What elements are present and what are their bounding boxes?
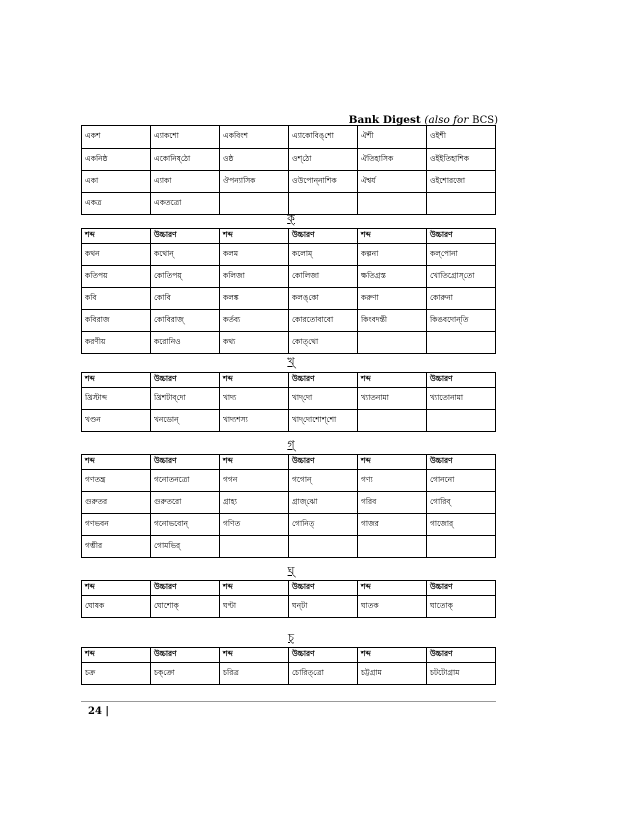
table-cell — [358, 536, 427, 558]
table-cell: গম্ভীর — [82, 536, 151, 558]
table-row — [82, 663, 496, 685]
table-row — [82, 310, 496, 332]
table-cell: কবি — [82, 288, 151, 310]
table-cell: উচ্চারণ — [289, 455, 358, 470]
table-cell: খাদ্য — [220, 388, 289, 410]
table-cell: উচ্চারণ — [151, 581, 220, 596]
table-cell: শব্দ — [358, 648, 427, 663]
table-cell: গাজোর্‌ — [427, 514, 496, 536]
table-cell: কল্পনা — [358, 244, 427, 266]
table-row — [82, 288, 496, 310]
table-cell: খাদ্‌দো — [289, 388, 358, 410]
table-cell: কলিজা — [220, 266, 289, 288]
table-cell: ঐতিহাসিক — [358, 149, 427, 171]
table-cell: গগোন্‌ — [289, 470, 358, 492]
table-cell: ওষ্ঠ — [220, 149, 289, 171]
table-cell: একত্র — [82, 193, 151, 215]
table-cell: উচ্চারণ — [427, 581, 496, 596]
table-cell: গনোভবোন্‌ — [151, 514, 220, 536]
table-header-row — [82, 648, 496, 663]
table-cell: ঘোশোক্‌ — [151, 596, 220, 618]
table-cell: কোবি — [151, 288, 220, 310]
table-cell: উচ্চারণ — [151, 455, 220, 470]
table-cell: গোরিব্‌ — [427, 492, 496, 514]
table-cell: গণভবন — [82, 514, 151, 536]
table-cell: কর্তব্য — [220, 310, 289, 332]
table-cell: গোমভির্‌ — [151, 536, 220, 558]
table-cell: একোনিষ্‌ঠো — [151, 149, 220, 171]
table-cell — [427, 332, 496, 354]
table-cell: এ্যাকশো — [151, 126, 220, 149]
table-cell: শব্দ — [220, 648, 289, 663]
table-cell: গুরুতর — [82, 492, 151, 514]
table-cell — [220, 536, 289, 558]
section-kha: খ্‌ — [287, 355, 295, 368]
table-cell: কলোম্‌ — [289, 244, 358, 266]
table-cell: একতত্রো — [151, 193, 220, 215]
table-cell: খাদ্‌দোশোশ্‌শো — [289, 410, 358, 432]
table-cell: কলম — [220, 244, 289, 266]
section-cha: চ্‌ — [288, 631, 294, 644]
table-cell: শব্দ — [82, 648, 151, 663]
table-row — [82, 596, 496, 618]
table-cell: শব্দ — [220, 373, 289, 388]
table-ka — [81, 228, 496, 354]
section-gha: ঘ্‌ — [287, 564, 295, 577]
table-cell: গণিত — [220, 514, 289, 536]
table-row — [82, 492, 496, 514]
table-cell: চোরিত্‌ত্রো — [289, 663, 358, 685]
table-row — [82, 126, 496, 149]
table-cell: চরিত্র — [220, 663, 289, 685]
table-cell: শব্দ — [358, 229, 427, 244]
table-cell: চক্র — [82, 663, 151, 685]
table-cell: গগন — [220, 470, 289, 492]
table-cell: গ্রাহ্য — [220, 492, 289, 514]
table-cell: ওইইতিহাশিক — [427, 149, 496, 171]
table-cell: কথোন্‌ — [151, 244, 220, 266]
table-cell: কোবিরাজ্‌ — [151, 310, 220, 332]
table-cell: গোনিত্‌ — [289, 514, 358, 536]
table-cell — [289, 193, 358, 215]
table-cell: কতিপয় — [82, 266, 151, 288]
table-cell — [220, 193, 289, 215]
table-cell: কল্‌পোনা — [427, 244, 496, 266]
table-cell: ঐশী — [358, 126, 427, 149]
table-cell: কলঙ্‌কো — [289, 288, 358, 310]
footer-divider — [81, 701, 496, 702]
page-number: 24 | — [88, 706, 110, 717]
table-cell: উচ্চারণ — [289, 229, 358, 244]
table-row — [82, 470, 496, 492]
table-kha — [81, 372, 496, 432]
table-cell: শব্দ — [220, 229, 289, 244]
table-cell: শব্দ — [358, 581, 427, 596]
table-cell: শব্দ — [82, 455, 151, 470]
table-cell: চট্টগ্রাম — [358, 663, 427, 685]
table-cell: ঘাতক — [358, 596, 427, 618]
header-bcs: BCS) — [472, 115, 498, 126]
table-cell: ঘন্‌টা — [289, 596, 358, 618]
table-cell: কথন — [82, 244, 151, 266]
table-cell: গরিব — [358, 492, 427, 514]
table-row — [82, 388, 496, 410]
table-cell: খনডোন্‌ — [151, 410, 220, 432]
table-cell — [427, 536, 496, 558]
table-cell: শব্দ — [82, 373, 151, 388]
header-title: Bank Digest — [348, 114, 421, 126]
table-cell: কোলিজা — [289, 266, 358, 288]
table-cell — [358, 410, 427, 432]
table-cell: উচ্চারণ — [427, 648, 496, 663]
table-cell: কোত্‌থো — [289, 332, 358, 354]
table-cell: গাজর — [358, 514, 427, 536]
table-cell: এ্যাকা — [151, 171, 220, 193]
table-cell: কিঙবদোন্‌তি — [427, 310, 496, 332]
table-header-row — [82, 373, 496, 388]
table-cell: ওশ্‌ঠো — [289, 149, 358, 171]
table-cell: ওইশোরজো — [427, 171, 496, 193]
table-cell: গোননো — [427, 470, 496, 492]
table-cell: উচ্চারণ — [427, 455, 496, 470]
table-cell: উচ্চারণ — [427, 373, 496, 388]
table-cell: এ্যাকোবিঙ্‌শো — [289, 126, 358, 149]
table-cell: উচ্চারণ — [151, 648, 220, 663]
table-cell: ঔপন্যাসিক — [220, 171, 289, 193]
table-cell: গণ্য — [358, 470, 427, 492]
table-row — [82, 244, 496, 266]
table-cell: কথ্য — [220, 332, 289, 354]
table-cell: ওউপোন্‌নাশিক — [289, 171, 358, 193]
header-also: (also for — [424, 114, 469, 126]
table-cell: একশ — [82, 126, 151, 149]
table-gha — [81, 580, 496, 618]
table-cell: শব্দ — [358, 455, 427, 470]
table-row — [82, 410, 496, 432]
table-cell: করুণা — [358, 288, 427, 310]
table-cell — [427, 193, 496, 215]
table-cell: শব্দ — [82, 581, 151, 596]
table-cell — [289, 536, 358, 558]
table-cell: খণ্ডন — [82, 410, 151, 432]
table-cell: কোরুনা — [427, 288, 496, 310]
table-header-row — [82, 581, 496, 596]
table-cell: ঘণ্টা — [220, 596, 289, 618]
table-cell: খাদ্যশস্য — [220, 410, 289, 432]
table-cell — [427, 410, 496, 432]
table-cell: ঐশ্বর্য — [358, 171, 427, 193]
table-cell: গনোতনত্রো — [151, 470, 220, 492]
table-header-row — [82, 455, 496, 470]
table-row — [82, 514, 496, 536]
table-cell — [358, 193, 427, 215]
table-row — [82, 266, 496, 288]
table-ga — [81, 454, 496, 558]
table-cell: গ্রাজ্‌ঝো — [289, 492, 358, 514]
table-row — [82, 149, 496, 171]
table-row — [82, 171, 496, 193]
table-cell: শব্দ — [82, 229, 151, 244]
table-cell: চক্‌ক্রো — [151, 663, 220, 685]
table-cell: খ্রিশটাব্‌দো — [151, 388, 220, 410]
table-cell: কোরতোবাবো — [289, 310, 358, 332]
table-cell: একনিষ্ঠ — [82, 149, 151, 171]
table-row — [82, 193, 496, 215]
table-e — [81, 125, 496, 215]
table-header-row — [82, 229, 496, 244]
table-cell: উচ্চারণ — [289, 648, 358, 663]
table-cell: গুরুতরো — [151, 492, 220, 514]
table-cell: ক্ষতিগ্রস্ত — [358, 266, 427, 288]
table-cell: গণতন্ত্র — [82, 470, 151, 492]
section-ga: গ্‌ — [287, 438, 295, 451]
table-cell: কবিরাজ — [82, 310, 151, 332]
table-cell: খ্রিস্টাব্দ — [82, 388, 151, 410]
table-cell: খোতিগ্রোস্‌তো — [427, 266, 496, 288]
table-cell: ওইশী — [427, 126, 496, 149]
table-cell: চটটোগ্রাম — [427, 663, 496, 685]
table-cell — [358, 332, 427, 354]
table-cell: করণীয় — [82, 332, 151, 354]
table-cell: খ্যাতনামা — [358, 388, 427, 410]
table-cell: কলঙ্ক — [220, 288, 289, 310]
table-cell: একা — [82, 171, 151, 193]
table-cell: কোতিপয়্‌ — [151, 266, 220, 288]
table-cell: উচ্চারণ — [151, 229, 220, 244]
table-cell: উচ্চারণ — [289, 373, 358, 388]
table-cell: কিংবদন্তী — [358, 310, 427, 332]
table-row — [82, 332, 496, 354]
table-cell: শব্দ — [358, 373, 427, 388]
table-cell: ঘাতোক্‌ — [427, 596, 496, 618]
table-cell: শব্দ — [220, 581, 289, 596]
table-cell: শব্দ — [220, 455, 289, 470]
table-cell: উচ্চারণ — [427, 229, 496, 244]
table-cell: করোনিও — [151, 332, 220, 354]
table-cell: ঘোষক — [82, 596, 151, 618]
table-cha — [81, 647, 496, 685]
table-row — [82, 536, 496, 558]
table-cell: একবিংশ — [220, 126, 289, 149]
table-cell: খ্যাতোনামা — [427, 388, 496, 410]
section-ka: ক্‌ — [287, 212, 295, 225]
table-cell: উচ্চারণ — [151, 373, 220, 388]
table-cell: উচ্চারণ — [289, 581, 358, 596]
